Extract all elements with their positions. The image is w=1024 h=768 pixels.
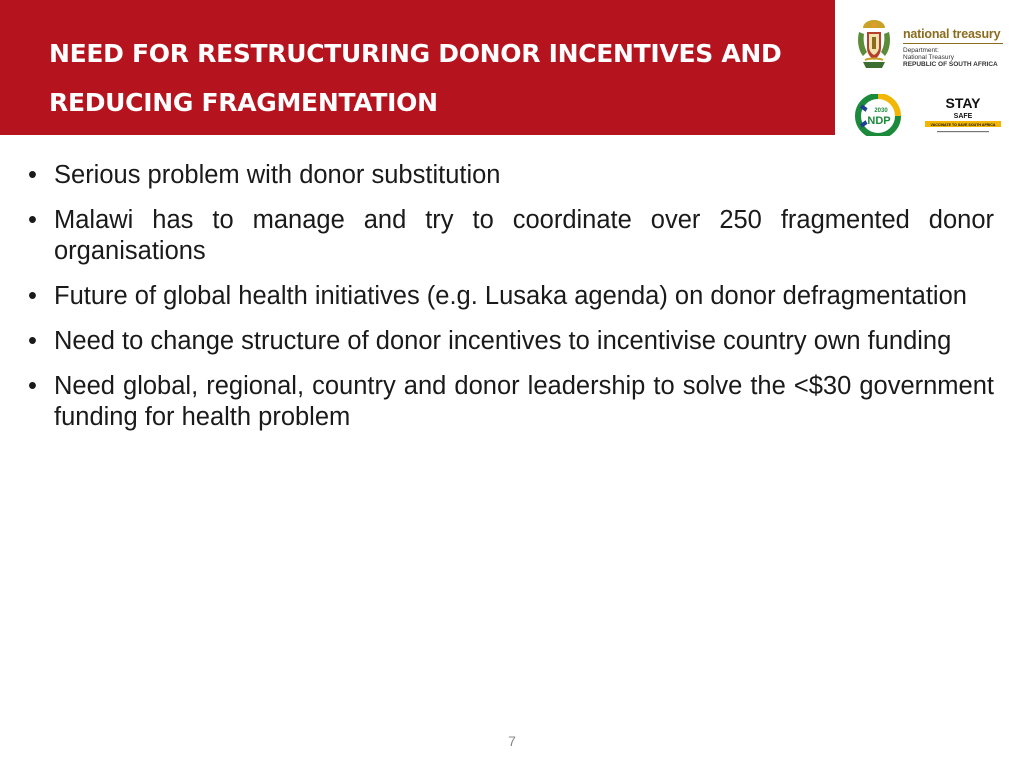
treasury-department-name: National Treasury [903,54,954,61]
bullet-item: • Need to change structure of donor incentives to incentivise country own funding [28,326,994,357]
treasury-divider [903,43,1003,44]
treasury-country: REPUBLIC OF SOUTH AFRICA [903,61,998,68]
treasury-name: national treasury [903,27,1001,41]
safe-word: SAFE [953,113,973,120]
logo-area [835,0,1024,135]
ndp-label: NDP [867,115,891,127]
bullet-item: • Malawi has to manage and try to coordinate over 250 fragmented donor organisations [28,205,994,267]
stay-safe-logo-icon [923,94,1003,136]
slide-title-line-1: NEED FOR RESTRUCTURING DONOR INCENTIVES AND [49,39,782,68]
slide-title [49,29,819,127]
title-bar [0,0,835,135]
stay-safe-banner: VACCINATE TO SAVE SOUTH AFRICA [930,122,996,127]
ndp-year: 2030 [874,108,888,114]
bullet-list [28,160,994,447]
slide-title-line-2: REDUCING FRAGMENTATION [49,88,438,117]
bullet-item: • Future of global health initiatives (e.g. Lusaka agenda) on donor defragmentation [28,281,994,312]
treasury-department-label: Department: [903,47,939,54]
ndp-logo-icon [855,94,901,136]
page-number: 7 [508,733,516,749]
bullet-item: • Serious problem with donor substitution [28,160,994,191]
stay-word: STAY [945,95,981,111]
bullet-item: • Need global, regional, country and donor leadership to solve the <$30 government funding for health problem [28,371,994,433]
coat-of-arms-icon [855,18,893,70]
